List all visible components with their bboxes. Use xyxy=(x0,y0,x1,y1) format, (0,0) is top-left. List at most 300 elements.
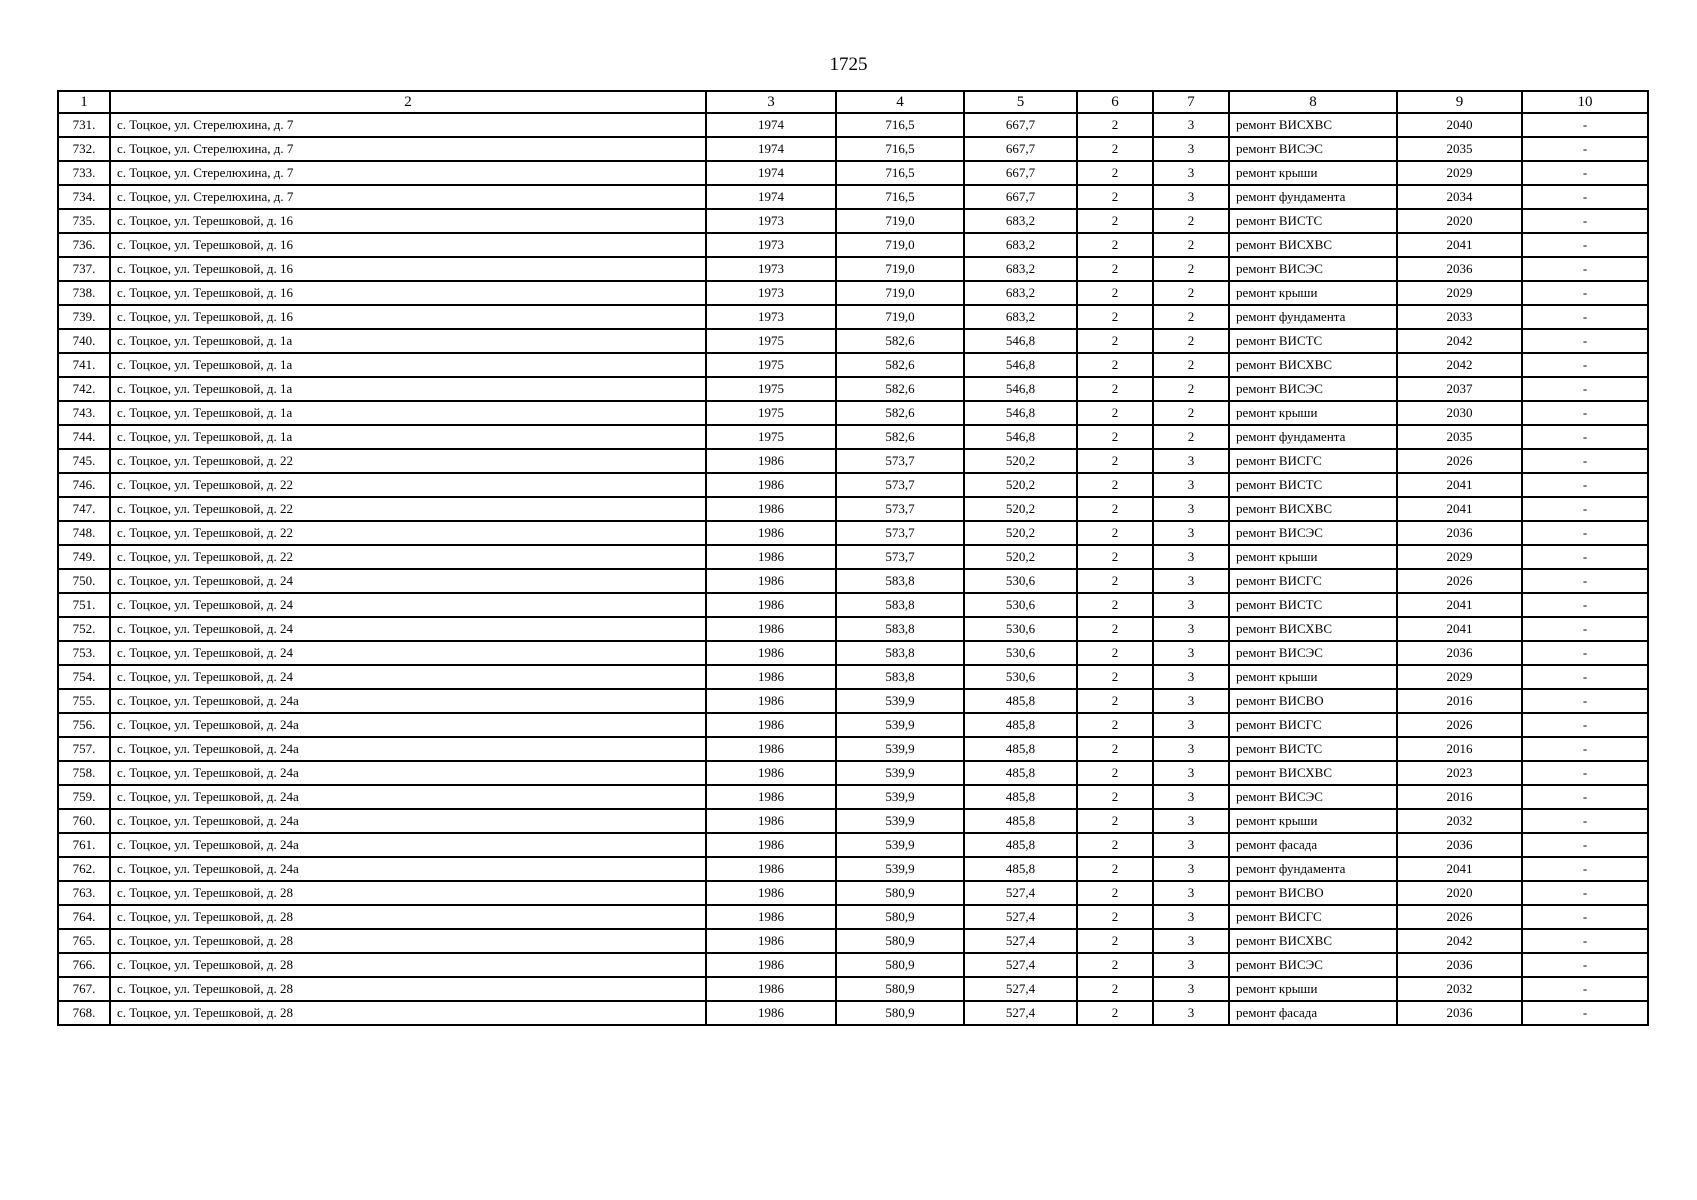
cell-total-area: 719,0 xyxy=(836,209,964,233)
cell-address: с. Тоцкое, ул. Терешковой, д. 24а xyxy=(110,761,706,785)
cell-planned-year: 2042 xyxy=(1397,329,1522,353)
cell-living-area: 485,8 xyxy=(964,809,1077,833)
cell-planned-year: 2036 xyxy=(1397,833,1522,857)
cell-entrances: 3 xyxy=(1153,497,1229,521)
cell-floors: 2 xyxy=(1077,809,1153,833)
cell-total-area: 580,9 xyxy=(836,1001,964,1025)
cell-row-number: 760. xyxy=(58,809,110,833)
cell-floors: 2 xyxy=(1077,377,1153,401)
cell-row-number: 733. xyxy=(58,161,110,185)
cell-planned-year: 2032 xyxy=(1397,809,1522,833)
cell-row-number: 746. xyxy=(58,473,110,497)
table-row xyxy=(58,569,1648,593)
cell-living-area: 527,4 xyxy=(964,929,1077,953)
cell-entrances: 3 xyxy=(1153,665,1229,689)
cell-floors: 2 xyxy=(1077,617,1153,641)
cell-work-type: ремонт ВИСХВС xyxy=(1229,761,1397,785)
repair-schedule-table xyxy=(57,90,1649,1026)
cell-total-area: 580,9 xyxy=(836,953,964,977)
cell-entrances: 3 xyxy=(1153,521,1229,545)
cell-address: с. Тоцкое, ул. Терешковой, д. 24а xyxy=(110,857,706,881)
cell-entrances: 3 xyxy=(1153,473,1229,497)
cell-address: с. Тоцкое, ул. Терешковой, д. 1а xyxy=(110,377,706,401)
cell-note: - xyxy=(1522,905,1648,929)
cell-row-number: 739. xyxy=(58,305,110,329)
cell-entrances: 2 xyxy=(1153,425,1229,449)
cell-planned-year: 2026 xyxy=(1397,569,1522,593)
cell-entrances: 2 xyxy=(1153,209,1229,233)
cell-work-type: ремонт крыши xyxy=(1229,809,1397,833)
cell-work-type: ремонт крыши xyxy=(1229,401,1397,425)
cell-row-number: 755. xyxy=(58,689,110,713)
cell-living-area: 527,4 xyxy=(964,905,1077,929)
cell-entrances: 2 xyxy=(1153,353,1229,377)
cell-floors: 2 xyxy=(1077,329,1153,353)
cell-total-area: 583,8 xyxy=(836,641,964,665)
table-row xyxy=(58,257,1648,281)
cell-address: с. Тоцкое, ул. Терешковой, д. 24 xyxy=(110,665,706,689)
cell-total-area: 582,6 xyxy=(836,329,964,353)
table-row xyxy=(58,353,1648,377)
cell-address: с. Тоцкое, ул. Терешковой, д. 24а xyxy=(110,713,706,737)
cell-row-number: 756. xyxy=(58,713,110,737)
cell-year-built: 1986 xyxy=(706,521,836,545)
cell-year-built: 1986 xyxy=(706,713,836,737)
cell-work-type: ремонт крыши xyxy=(1229,665,1397,689)
cell-row-number: 754. xyxy=(58,665,110,689)
table-row xyxy=(58,665,1648,689)
cell-entrances: 2 xyxy=(1153,233,1229,257)
cell-total-area: 719,0 xyxy=(836,257,964,281)
cell-note: - xyxy=(1522,569,1648,593)
cell-planned-year: 2023 xyxy=(1397,761,1522,785)
cell-total-area: 580,9 xyxy=(836,929,964,953)
cell-year-built: 1986 xyxy=(706,617,836,641)
cell-row-number: 747. xyxy=(58,497,110,521)
cell-year-built: 1974 xyxy=(706,161,836,185)
cell-entrances: 3 xyxy=(1153,833,1229,857)
cell-row-number: 749. xyxy=(58,545,110,569)
cell-note: - xyxy=(1522,593,1648,617)
cell-address: с. Тоцкое, ул. Терешковой, д. 28 xyxy=(110,905,706,929)
cell-row-number: 753. xyxy=(58,641,110,665)
column-header-6: 6 xyxy=(1077,91,1153,113)
cell-entrances: 2 xyxy=(1153,329,1229,353)
column-header-2: 2 xyxy=(110,91,706,113)
cell-living-area: 485,8 xyxy=(964,833,1077,857)
cell-entrances: 3 xyxy=(1153,569,1229,593)
column-header-3: 3 xyxy=(706,91,836,113)
cell-total-area: 573,7 xyxy=(836,473,964,497)
cell-living-area: 683,2 xyxy=(964,281,1077,305)
cell-living-area: 546,8 xyxy=(964,425,1077,449)
cell-address: с. Тоцкое, ул. Терешковой, д. 24 xyxy=(110,593,706,617)
table-row xyxy=(58,137,1648,161)
cell-year-built: 1986 xyxy=(706,833,836,857)
cell-year-built: 1986 xyxy=(706,809,836,833)
cell-planned-year: 2041 xyxy=(1397,857,1522,881)
cell-work-type: ремонт ВИСХВС xyxy=(1229,617,1397,641)
cell-living-area: 667,7 xyxy=(964,113,1077,137)
cell-work-type: ремонт ВИСЭС xyxy=(1229,521,1397,545)
cell-address: с. Тоцкое, ул. Терешковой, д. 22 xyxy=(110,449,706,473)
cell-total-area: 716,5 xyxy=(836,185,964,209)
cell-address: с. Тоцкое, ул. Стерелюхина, д. 7 xyxy=(110,185,706,209)
cell-year-built: 1975 xyxy=(706,377,836,401)
cell-living-area: 683,2 xyxy=(964,305,1077,329)
cell-entrances: 2 xyxy=(1153,305,1229,329)
cell-row-number: 761. xyxy=(58,833,110,857)
cell-note: - xyxy=(1522,209,1648,233)
column-header-8: 8 xyxy=(1229,91,1397,113)
cell-address: с. Тоцкое, ул. Терешковой, д. 16 xyxy=(110,209,706,233)
cell-work-type: ремонт фундамента xyxy=(1229,425,1397,449)
cell-floors: 2 xyxy=(1077,569,1153,593)
table-row xyxy=(58,785,1648,809)
cell-row-number: 736. xyxy=(58,233,110,257)
cell-address: с. Тоцкое, ул. Терешковой, д. 24а xyxy=(110,785,706,809)
cell-address: с. Тоцкое, ул. Терешковой, д. 22 xyxy=(110,521,706,545)
cell-work-type: ремонт ВИСТС xyxy=(1229,329,1397,353)
cell-address: с. Тоцкое, ул. Терешковой, д. 22 xyxy=(110,497,706,521)
cell-row-number: 737. xyxy=(58,257,110,281)
cell-total-area: 583,8 xyxy=(836,617,964,641)
cell-planned-year: 2033 xyxy=(1397,305,1522,329)
cell-floors: 2 xyxy=(1077,353,1153,377)
table-row xyxy=(58,881,1648,905)
cell-entrances: 3 xyxy=(1153,689,1229,713)
cell-planned-year: 2020 xyxy=(1397,209,1522,233)
cell-living-area: 546,8 xyxy=(964,353,1077,377)
cell-floors: 2 xyxy=(1077,497,1153,521)
cell-work-type: ремонт ВИСТС xyxy=(1229,473,1397,497)
cell-work-type: ремонт ВИСЭС xyxy=(1229,377,1397,401)
cell-floors: 2 xyxy=(1077,449,1153,473)
cell-total-area: 580,9 xyxy=(836,881,964,905)
cell-year-built: 1986 xyxy=(706,785,836,809)
cell-floors: 2 xyxy=(1077,881,1153,905)
column-header-7: 7 xyxy=(1153,91,1229,113)
cell-floors: 2 xyxy=(1077,713,1153,737)
cell-year-built: 1973 xyxy=(706,233,836,257)
cell-living-area: 683,2 xyxy=(964,209,1077,233)
table-body xyxy=(58,113,1648,1025)
cell-row-number: 759. xyxy=(58,785,110,809)
cell-note: - xyxy=(1522,233,1648,257)
cell-row-number: 735. xyxy=(58,209,110,233)
cell-work-type: ремонт ВИСЭС xyxy=(1229,785,1397,809)
cell-planned-year: 2026 xyxy=(1397,905,1522,929)
cell-total-area: 539,9 xyxy=(836,689,964,713)
column-header-4: 4 xyxy=(836,91,964,113)
cell-planned-year: 2041 xyxy=(1397,617,1522,641)
cell-row-number: 757. xyxy=(58,737,110,761)
cell-planned-year: 2020 xyxy=(1397,881,1522,905)
cell-note: - xyxy=(1522,449,1648,473)
cell-note: - xyxy=(1522,641,1648,665)
cell-living-area: 530,6 xyxy=(964,569,1077,593)
table-row xyxy=(58,521,1648,545)
cell-planned-year: 2029 xyxy=(1397,281,1522,305)
cell-floors: 2 xyxy=(1077,401,1153,425)
cell-living-area: 485,8 xyxy=(964,785,1077,809)
table-row xyxy=(58,449,1648,473)
cell-address: с. Тоцкое, ул. Терешковой, д. 28 xyxy=(110,929,706,953)
cell-living-area: 520,2 xyxy=(964,473,1077,497)
cell-floors: 2 xyxy=(1077,929,1153,953)
cell-entrances: 3 xyxy=(1153,785,1229,809)
cell-year-built: 1973 xyxy=(706,209,836,233)
cell-year-built: 1986 xyxy=(706,929,836,953)
table-row xyxy=(58,809,1648,833)
table-row xyxy=(58,305,1648,329)
cell-address: с. Тоцкое, ул. Терешковой, д. 22 xyxy=(110,473,706,497)
cell-living-area: 546,8 xyxy=(964,401,1077,425)
cell-floors: 2 xyxy=(1077,209,1153,233)
cell-living-area: 667,7 xyxy=(964,137,1077,161)
cell-total-area: 539,9 xyxy=(836,761,964,785)
cell-planned-year: 2029 xyxy=(1397,545,1522,569)
cell-year-built: 1986 xyxy=(706,737,836,761)
cell-total-area: 582,6 xyxy=(836,377,964,401)
table-row xyxy=(58,953,1648,977)
cell-living-area: 527,4 xyxy=(964,977,1077,1001)
cell-row-number: 731. xyxy=(58,113,110,137)
cell-entrances: 3 xyxy=(1153,809,1229,833)
cell-row-number: 740. xyxy=(58,329,110,353)
cell-total-area: 539,9 xyxy=(836,737,964,761)
cell-living-area: 530,6 xyxy=(964,665,1077,689)
cell-total-area: 580,9 xyxy=(836,977,964,1001)
cell-year-built: 1975 xyxy=(706,401,836,425)
table-row xyxy=(58,473,1648,497)
cell-work-type: ремонт фасада xyxy=(1229,1001,1397,1025)
cell-planned-year: 2036 xyxy=(1397,641,1522,665)
cell-year-built: 1986 xyxy=(706,761,836,785)
cell-row-number: 742. xyxy=(58,377,110,401)
cell-year-built: 1986 xyxy=(706,881,836,905)
cell-planned-year: 2035 xyxy=(1397,137,1522,161)
cell-note: - xyxy=(1522,425,1648,449)
cell-floors: 2 xyxy=(1077,785,1153,809)
cell-year-built: 1986 xyxy=(706,1001,836,1025)
cell-note: - xyxy=(1522,521,1648,545)
cell-floors: 2 xyxy=(1077,521,1153,545)
cell-address: с. Тоцкое, ул. Терешковой, д. 24 xyxy=(110,617,706,641)
cell-floors: 2 xyxy=(1077,953,1153,977)
cell-note: - xyxy=(1522,497,1648,521)
cell-note: - xyxy=(1522,857,1648,881)
cell-living-area: 546,8 xyxy=(964,377,1077,401)
cell-planned-year: 2026 xyxy=(1397,713,1522,737)
table-row xyxy=(58,497,1648,521)
cell-row-number: 748. xyxy=(58,521,110,545)
cell-work-type: ремонт ВИСТС xyxy=(1229,209,1397,233)
table-row xyxy=(58,209,1648,233)
cell-planned-year: 2041 xyxy=(1397,593,1522,617)
cell-total-area: 582,6 xyxy=(836,401,964,425)
cell-floors: 2 xyxy=(1077,665,1153,689)
cell-living-area: 527,4 xyxy=(964,1001,1077,1025)
cell-address: с. Тоцкое, ул. Терешковой, д. 22 xyxy=(110,545,706,569)
cell-note: - xyxy=(1522,617,1648,641)
cell-note: - xyxy=(1522,689,1648,713)
cell-note: - xyxy=(1522,977,1648,1001)
cell-note: - xyxy=(1522,929,1648,953)
cell-entrances: 2 xyxy=(1153,281,1229,305)
table-row xyxy=(58,689,1648,713)
cell-row-number: 732. xyxy=(58,137,110,161)
cell-floors: 2 xyxy=(1077,137,1153,161)
cell-entrances: 3 xyxy=(1153,881,1229,905)
cell-work-type: ремонт крыши xyxy=(1229,281,1397,305)
cell-entrances: 2 xyxy=(1153,257,1229,281)
cell-planned-year: 2036 xyxy=(1397,521,1522,545)
cell-floors: 2 xyxy=(1077,161,1153,185)
cell-note: - xyxy=(1522,377,1648,401)
cell-living-area: 485,8 xyxy=(964,689,1077,713)
cell-entrances: 3 xyxy=(1153,449,1229,473)
cell-year-built: 1986 xyxy=(706,569,836,593)
cell-floors: 2 xyxy=(1077,689,1153,713)
cell-address: с. Тоцкое, ул. Терешковой, д. 1а xyxy=(110,329,706,353)
cell-note: - xyxy=(1522,545,1648,569)
cell-total-area: 716,5 xyxy=(836,113,964,137)
column-header-10: 10 xyxy=(1522,91,1648,113)
cell-row-number: 767. xyxy=(58,977,110,1001)
cell-year-built: 1986 xyxy=(706,857,836,881)
table-row xyxy=(58,761,1648,785)
cell-entrances: 3 xyxy=(1153,593,1229,617)
cell-floors: 2 xyxy=(1077,305,1153,329)
table-row xyxy=(58,401,1648,425)
cell-total-area: 719,0 xyxy=(836,281,964,305)
cell-note: - xyxy=(1522,761,1648,785)
cell-floors: 2 xyxy=(1077,761,1153,785)
cell-living-area: 530,6 xyxy=(964,593,1077,617)
cell-total-area: 716,5 xyxy=(836,137,964,161)
cell-total-area: 539,9 xyxy=(836,809,964,833)
cell-row-number: 763. xyxy=(58,881,110,905)
cell-address: с. Тоцкое, ул. Терешковой, д. 24 xyxy=(110,569,706,593)
cell-year-built: 1973 xyxy=(706,281,836,305)
cell-work-type: ремонт ВИСЭС xyxy=(1229,641,1397,665)
cell-note: - xyxy=(1522,329,1648,353)
cell-row-number: 743. xyxy=(58,401,110,425)
cell-work-type: ремонт ВИСГС xyxy=(1229,449,1397,473)
cell-address: с. Тоцкое, ул. Стерелюхина, д. 7 xyxy=(110,161,706,185)
cell-living-area: 485,8 xyxy=(964,713,1077,737)
cell-work-type: ремонт ВИСЭС xyxy=(1229,953,1397,977)
cell-planned-year: 2036 xyxy=(1397,257,1522,281)
cell-living-area: 485,8 xyxy=(964,857,1077,881)
cell-work-type: ремонт ВИСХВС xyxy=(1229,113,1397,137)
cell-work-type: ремонт фундамента xyxy=(1229,305,1397,329)
cell-note: - xyxy=(1522,113,1648,137)
cell-row-number: 734. xyxy=(58,185,110,209)
table-row xyxy=(58,185,1648,209)
table-row xyxy=(58,617,1648,641)
cell-row-number: 745. xyxy=(58,449,110,473)
cell-total-area: 573,7 xyxy=(836,497,964,521)
cell-total-area: 582,6 xyxy=(836,425,964,449)
table-row xyxy=(58,329,1648,353)
cell-floors: 2 xyxy=(1077,857,1153,881)
cell-work-type: ремонт ВИСЭС xyxy=(1229,137,1397,161)
cell-entrances: 2 xyxy=(1153,401,1229,425)
cell-address: с. Тоцкое, ул. Терешковой, д. 16 xyxy=(110,281,706,305)
cell-entrances: 3 xyxy=(1153,977,1229,1001)
cell-note: - xyxy=(1522,281,1648,305)
cell-entrances: 3 xyxy=(1153,617,1229,641)
cell-planned-year: 2016 xyxy=(1397,737,1522,761)
cell-total-area: 580,9 xyxy=(836,905,964,929)
cell-work-type: ремонт ВИСХВС xyxy=(1229,929,1397,953)
cell-planned-year: 2042 xyxy=(1397,929,1522,953)
cell-work-type: ремонт ВИСХВС xyxy=(1229,233,1397,257)
cell-row-number: 764. xyxy=(58,905,110,929)
cell-total-area: 719,0 xyxy=(836,305,964,329)
cell-entrances: 3 xyxy=(1153,1001,1229,1025)
cell-entrances: 3 xyxy=(1153,137,1229,161)
cell-year-built: 1974 xyxy=(706,137,836,161)
cell-living-area: 530,6 xyxy=(964,641,1077,665)
cell-entrances: 3 xyxy=(1153,737,1229,761)
cell-entrances: 3 xyxy=(1153,857,1229,881)
cell-planned-year: 2032 xyxy=(1397,977,1522,1001)
cell-row-number: 762. xyxy=(58,857,110,881)
table-row xyxy=(58,1001,1648,1025)
cell-year-built: 1975 xyxy=(706,329,836,353)
cell-year-built: 1974 xyxy=(706,185,836,209)
cell-work-type: ремонт крыши xyxy=(1229,545,1397,569)
cell-year-built: 1986 xyxy=(706,689,836,713)
cell-total-area: 719,0 xyxy=(836,233,964,257)
cell-row-number: 750. xyxy=(58,569,110,593)
cell-living-area: 527,4 xyxy=(964,881,1077,905)
cell-floors: 2 xyxy=(1077,545,1153,569)
cell-floors: 2 xyxy=(1077,185,1153,209)
cell-address: с. Тоцкое, ул. Терешковой, д. 1а xyxy=(110,401,706,425)
table-row xyxy=(58,281,1648,305)
cell-note: - xyxy=(1522,665,1648,689)
cell-living-area: 683,2 xyxy=(964,257,1077,281)
cell-total-area: 573,7 xyxy=(836,545,964,569)
cell-work-type: ремонт фундамента xyxy=(1229,185,1397,209)
cell-row-number: 738. xyxy=(58,281,110,305)
cell-note: - xyxy=(1522,785,1648,809)
cell-row-number: 741. xyxy=(58,353,110,377)
cell-planned-year: 2030 xyxy=(1397,401,1522,425)
cell-planned-year: 2016 xyxy=(1397,785,1522,809)
cell-floors: 2 xyxy=(1077,977,1153,1001)
cell-living-area: 667,7 xyxy=(964,161,1077,185)
cell-planned-year: 2037 xyxy=(1397,377,1522,401)
cell-row-number: 752. xyxy=(58,617,110,641)
cell-planned-year: 2029 xyxy=(1397,161,1522,185)
cell-address: с. Тоцкое, ул. Стерелюхина, д. 7 xyxy=(110,137,706,161)
cell-total-area: 582,6 xyxy=(836,353,964,377)
table-row xyxy=(58,857,1648,881)
cell-living-area: 530,6 xyxy=(964,617,1077,641)
cell-note: - xyxy=(1522,881,1648,905)
table-row xyxy=(58,713,1648,737)
cell-planned-year: 2041 xyxy=(1397,473,1522,497)
cell-note: - xyxy=(1522,953,1648,977)
cell-planned-year: 2035 xyxy=(1397,425,1522,449)
cell-planned-year: 2036 xyxy=(1397,953,1522,977)
cell-floors: 2 xyxy=(1077,833,1153,857)
